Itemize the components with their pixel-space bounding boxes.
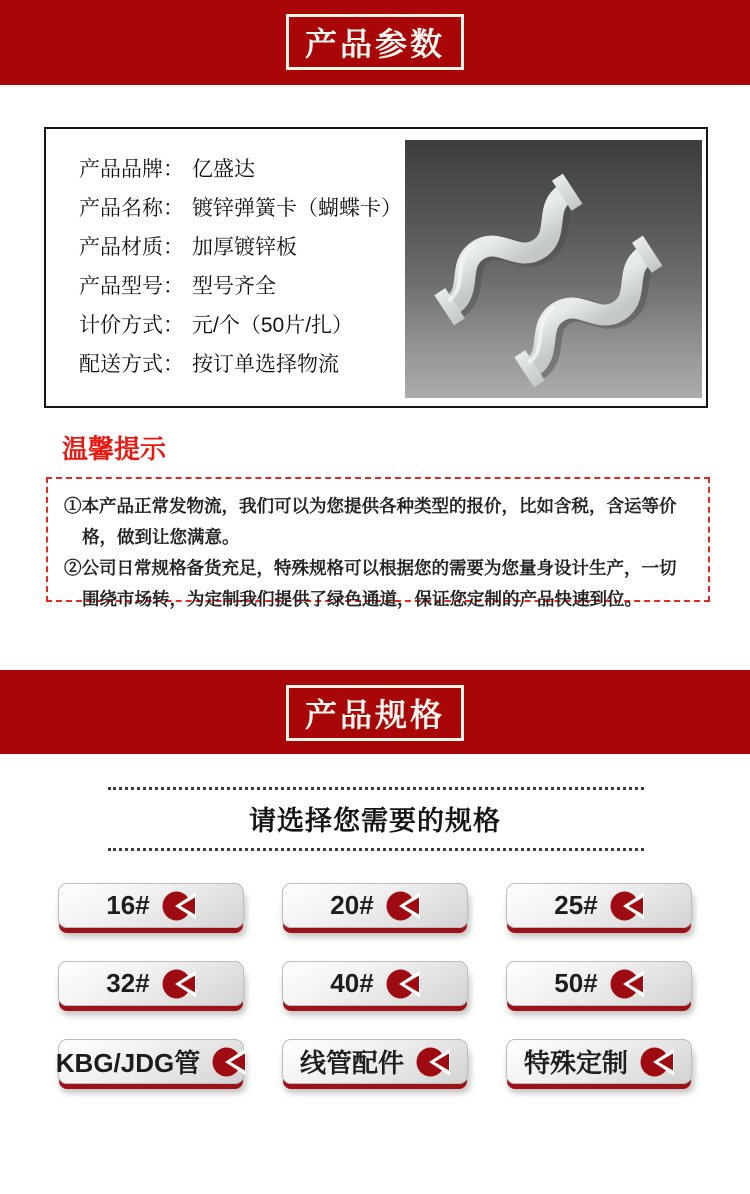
param-row-pricing xyxy=(79,306,402,345)
dotted-divider-bottom xyxy=(108,848,644,851)
param-label: 产品材质 xyxy=(79,236,163,259)
section-banner-product-specs xyxy=(0,670,750,754)
param-colon: ： xyxy=(163,353,184,376)
click-icon xyxy=(386,969,420,999)
spec-button-custom[interactable] xyxy=(506,1039,692,1084)
product-parameters-list xyxy=(79,150,402,384)
product-parameters-box xyxy=(44,127,708,408)
param-value: 镀锌弹簧卡（蝴蝶卡） xyxy=(192,197,402,220)
spec-button-label: 特殊定制 xyxy=(523,1048,628,1078)
tips-title: 温馨提示 xyxy=(62,434,167,464)
click-icon xyxy=(162,891,196,921)
spring-clip-illustration xyxy=(405,140,702,398)
param-label: 产品型号 xyxy=(79,275,163,298)
section-title-box xyxy=(286,685,464,741)
param-colon: ： xyxy=(163,197,184,220)
spec-button-label: 32# xyxy=(106,968,150,998)
section-banner-product-params xyxy=(0,0,750,85)
click-icon xyxy=(610,891,644,921)
click-icon xyxy=(610,969,644,999)
spec-button-label: 20# xyxy=(330,890,374,920)
spec-button-16[interactable] xyxy=(58,883,244,928)
spec-button-label: 50# xyxy=(554,968,598,998)
spec-button-25[interactable] xyxy=(506,883,692,928)
param-colon: ： xyxy=(163,275,184,298)
spec-button-40[interactable] xyxy=(282,961,468,1006)
param-row-shipping xyxy=(79,345,402,384)
click-icon xyxy=(640,1047,674,1077)
param-row-model xyxy=(79,267,402,306)
tips-box xyxy=(46,477,710,609)
spec-button-label: 25# xyxy=(554,890,598,920)
spec-button-grid xyxy=(55,883,692,1084)
section-title: 产品规格 xyxy=(304,697,445,733)
param-label: 产品品牌 xyxy=(79,158,163,181)
click-icon xyxy=(386,891,420,921)
spec-button-kbg-jdg[interactable] xyxy=(55,1039,244,1084)
spec-button-label: 16# xyxy=(106,890,150,920)
click-icon xyxy=(212,1047,246,1077)
section-title: 产品参数 xyxy=(304,26,445,62)
param-colon: ： xyxy=(163,314,184,337)
click-icon xyxy=(162,969,196,999)
product-photo xyxy=(405,140,702,398)
click-icon xyxy=(416,1047,450,1077)
tip-item-2: ②公司日常规格备货充足，特殊规格可以根据您的需要为您量身设计生产，一切围绕市场转，为定制我们提供了绿色通道，保证您定制的产品快速到位。 xyxy=(64,558,677,609)
param-row-brand xyxy=(79,150,402,189)
param-value: 型号齐全 xyxy=(192,275,276,298)
spec-button-label: 40# xyxy=(330,968,374,998)
param-colon: ： xyxy=(163,158,184,181)
param-colon: ： xyxy=(163,236,184,259)
dotted-divider-top xyxy=(108,787,644,790)
tip-item-1: ①本产品正常发物流，我们可以为您提供各种类型的报价，比如含税，含运等价格，做到让您满意。 xyxy=(64,496,677,547)
param-value: 加厚镀锌板 xyxy=(192,236,297,259)
param-label: 产品名称 xyxy=(79,197,163,220)
spec-button-20[interactable] xyxy=(282,883,468,928)
section-title-box xyxy=(286,14,464,70)
spec-button-label: 线管配件 xyxy=(299,1048,404,1078)
spec-button-32[interactable] xyxy=(58,961,244,1006)
spec-button-conduit-fittings[interactable] xyxy=(282,1039,468,1084)
param-value: 元/个（50片/扎） xyxy=(192,314,354,337)
param-value: 亿盛达 xyxy=(192,158,255,181)
spec-button-50[interactable] xyxy=(506,961,692,1006)
spec-button-label: KBG/JDG管 xyxy=(55,1048,201,1078)
param-label: 计价方式 xyxy=(79,314,163,337)
param-row-material xyxy=(79,228,402,267)
param-row-name xyxy=(79,189,402,228)
param-value: 按订单选择物流 xyxy=(192,353,339,376)
param-label: 配送方式 xyxy=(79,353,163,376)
choose-spec-heading: 请选择您需要的规格 xyxy=(249,806,501,836)
